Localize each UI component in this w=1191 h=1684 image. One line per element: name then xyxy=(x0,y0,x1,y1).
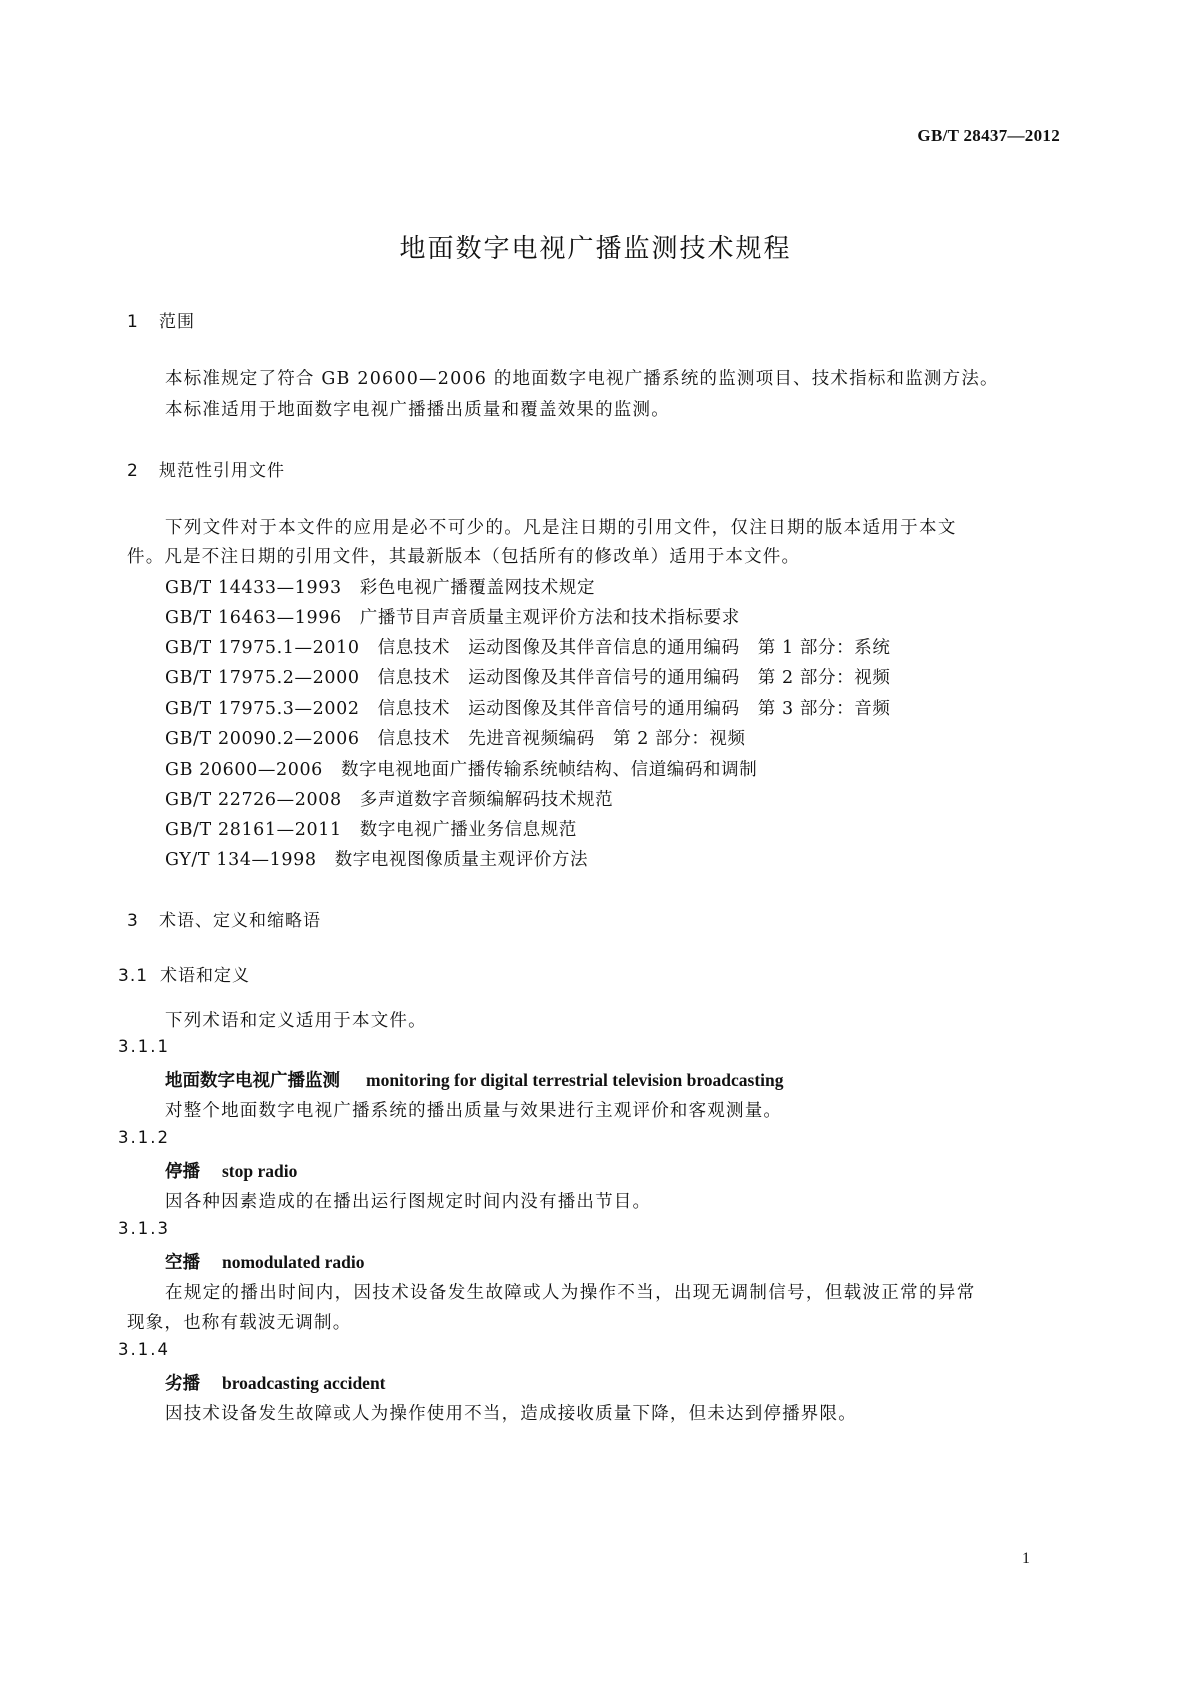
term-number: 3.1.1 xyxy=(118,1037,170,1056)
reference-item: GB/T 16463—1996 广播节目声音质量主观评价方法和技术指标要求 xyxy=(165,608,740,628)
term-number: 3.1.3 xyxy=(118,1219,170,1238)
section-heading-2 xyxy=(127,456,285,481)
section-heading-3 xyxy=(127,906,321,931)
term-heading xyxy=(165,1158,297,1183)
term-zh: 停播 xyxy=(165,1162,200,1182)
reference-item: GB 20600—2006 数字电视地面广播传输系统帧结构、信道编码和调制 xyxy=(165,760,758,780)
term-definition: 在规定的播出时间内，因技术设备发生故障或人为操作不当，出现无调制信号，但载波正常的异常 xyxy=(165,1283,976,1303)
term-heading xyxy=(165,1249,364,1274)
page-number: 1 xyxy=(1022,1550,1030,1567)
document-title: 地面数字电视广播监测技术规程 xyxy=(399,234,792,264)
term-definition: 现象，也称有载波无调制。 xyxy=(127,1313,352,1333)
section-number: 1 xyxy=(127,312,139,332)
subsection-title: 术语和定义 xyxy=(160,966,250,986)
term-zh: 空播 xyxy=(165,1253,200,1273)
paragraph: 本标准适用于地面数字电视广播播出质量和覆盖效果的监测。 xyxy=(165,400,670,420)
reference-item: GB/T 28161—2011 数字电视广播业务信息规范 xyxy=(165,820,577,840)
standard-code: GB/T 28437—2012 xyxy=(917,126,1060,145)
term-heading xyxy=(165,1370,386,1395)
term-en: monitoring for digital terrestrial television broadcasting xyxy=(366,1070,784,1090)
paragraph: 件。凡是不注日期的引用文件，其最新版本（包括所有的修改单）适用于本文件。 xyxy=(127,547,801,567)
reference-item: GB/T 17975.3—2002 信息技术 运动图像及其伴音信号的通用编码 第 3 部分：音频 xyxy=(165,699,891,719)
term-en: stop radio xyxy=(222,1161,298,1181)
term-definition: 对整个地面数字电视广播系统的播出质量与效果进行主观评价和客观测量。 xyxy=(165,1101,783,1121)
paragraph: 下列术语和定义适用于本文件。 xyxy=(165,1011,427,1031)
reference-item: GB/T 20090.2—2006 信息技术 先进音视频编码 第 2 部分：视频 xyxy=(165,729,746,749)
section-number: 2 xyxy=(127,461,139,481)
term-zh: 劣播 xyxy=(165,1374,200,1394)
term-definition: 因技术设备发生故障或人为操作使用不当，造成接收质量下降，但未达到停播界限。 xyxy=(165,1404,857,1424)
reference-item: GY/T 134—1998 数字电视图像质量主观评价方法 xyxy=(165,850,589,870)
term-en: nomodulated radio xyxy=(222,1252,365,1272)
term-definition: 因各种因素造成的在播出运行图规定时间内没有播出节目。 xyxy=(165,1192,652,1212)
section-heading-1 xyxy=(127,307,195,332)
paragraph: 本标准规定了符合 GB 20600—2006 的地面数字电视广播系统的监测项目、技术指标和监测方法。 xyxy=(165,369,999,389)
reference-item: GB/T 22726—2008 多声道数字音频编解码技术规范 xyxy=(165,790,614,810)
reference-item: GB/T 14433—1993 彩色电视广播覆盖网技术规定 xyxy=(165,578,596,598)
term-heading xyxy=(165,1067,784,1092)
term-number: 3.1.2 xyxy=(118,1128,170,1147)
section-title: 规范性引用文件 xyxy=(159,461,285,481)
paragraph: 下列文件对于本文件的应用是必不可少的。凡是注日期的引用文件，仅注日期的版本适用于本文 xyxy=(165,518,957,538)
reference-item: GB/T 17975.1—2010 信息技术 运动图像及其伴音信息的通用编码 第 1 部分：系统 xyxy=(165,638,891,658)
subsection-heading xyxy=(118,961,250,986)
term-number: 3.1.4 xyxy=(118,1340,170,1359)
section-title: 术语、定义和缩略语 xyxy=(159,911,321,931)
section-number: 3 xyxy=(127,911,139,931)
section-title: 范围 xyxy=(159,312,195,332)
reference-item: GB/T 17975.2—2000 信息技术 运动图像及其伴音信号的通用编码 第 2 部分：视频 xyxy=(165,668,891,688)
subsection-number: 3.1 xyxy=(118,966,149,986)
term-en: broadcasting accident xyxy=(222,1373,386,1393)
term-zh: 地面数字电视广播监测 xyxy=(165,1071,340,1091)
